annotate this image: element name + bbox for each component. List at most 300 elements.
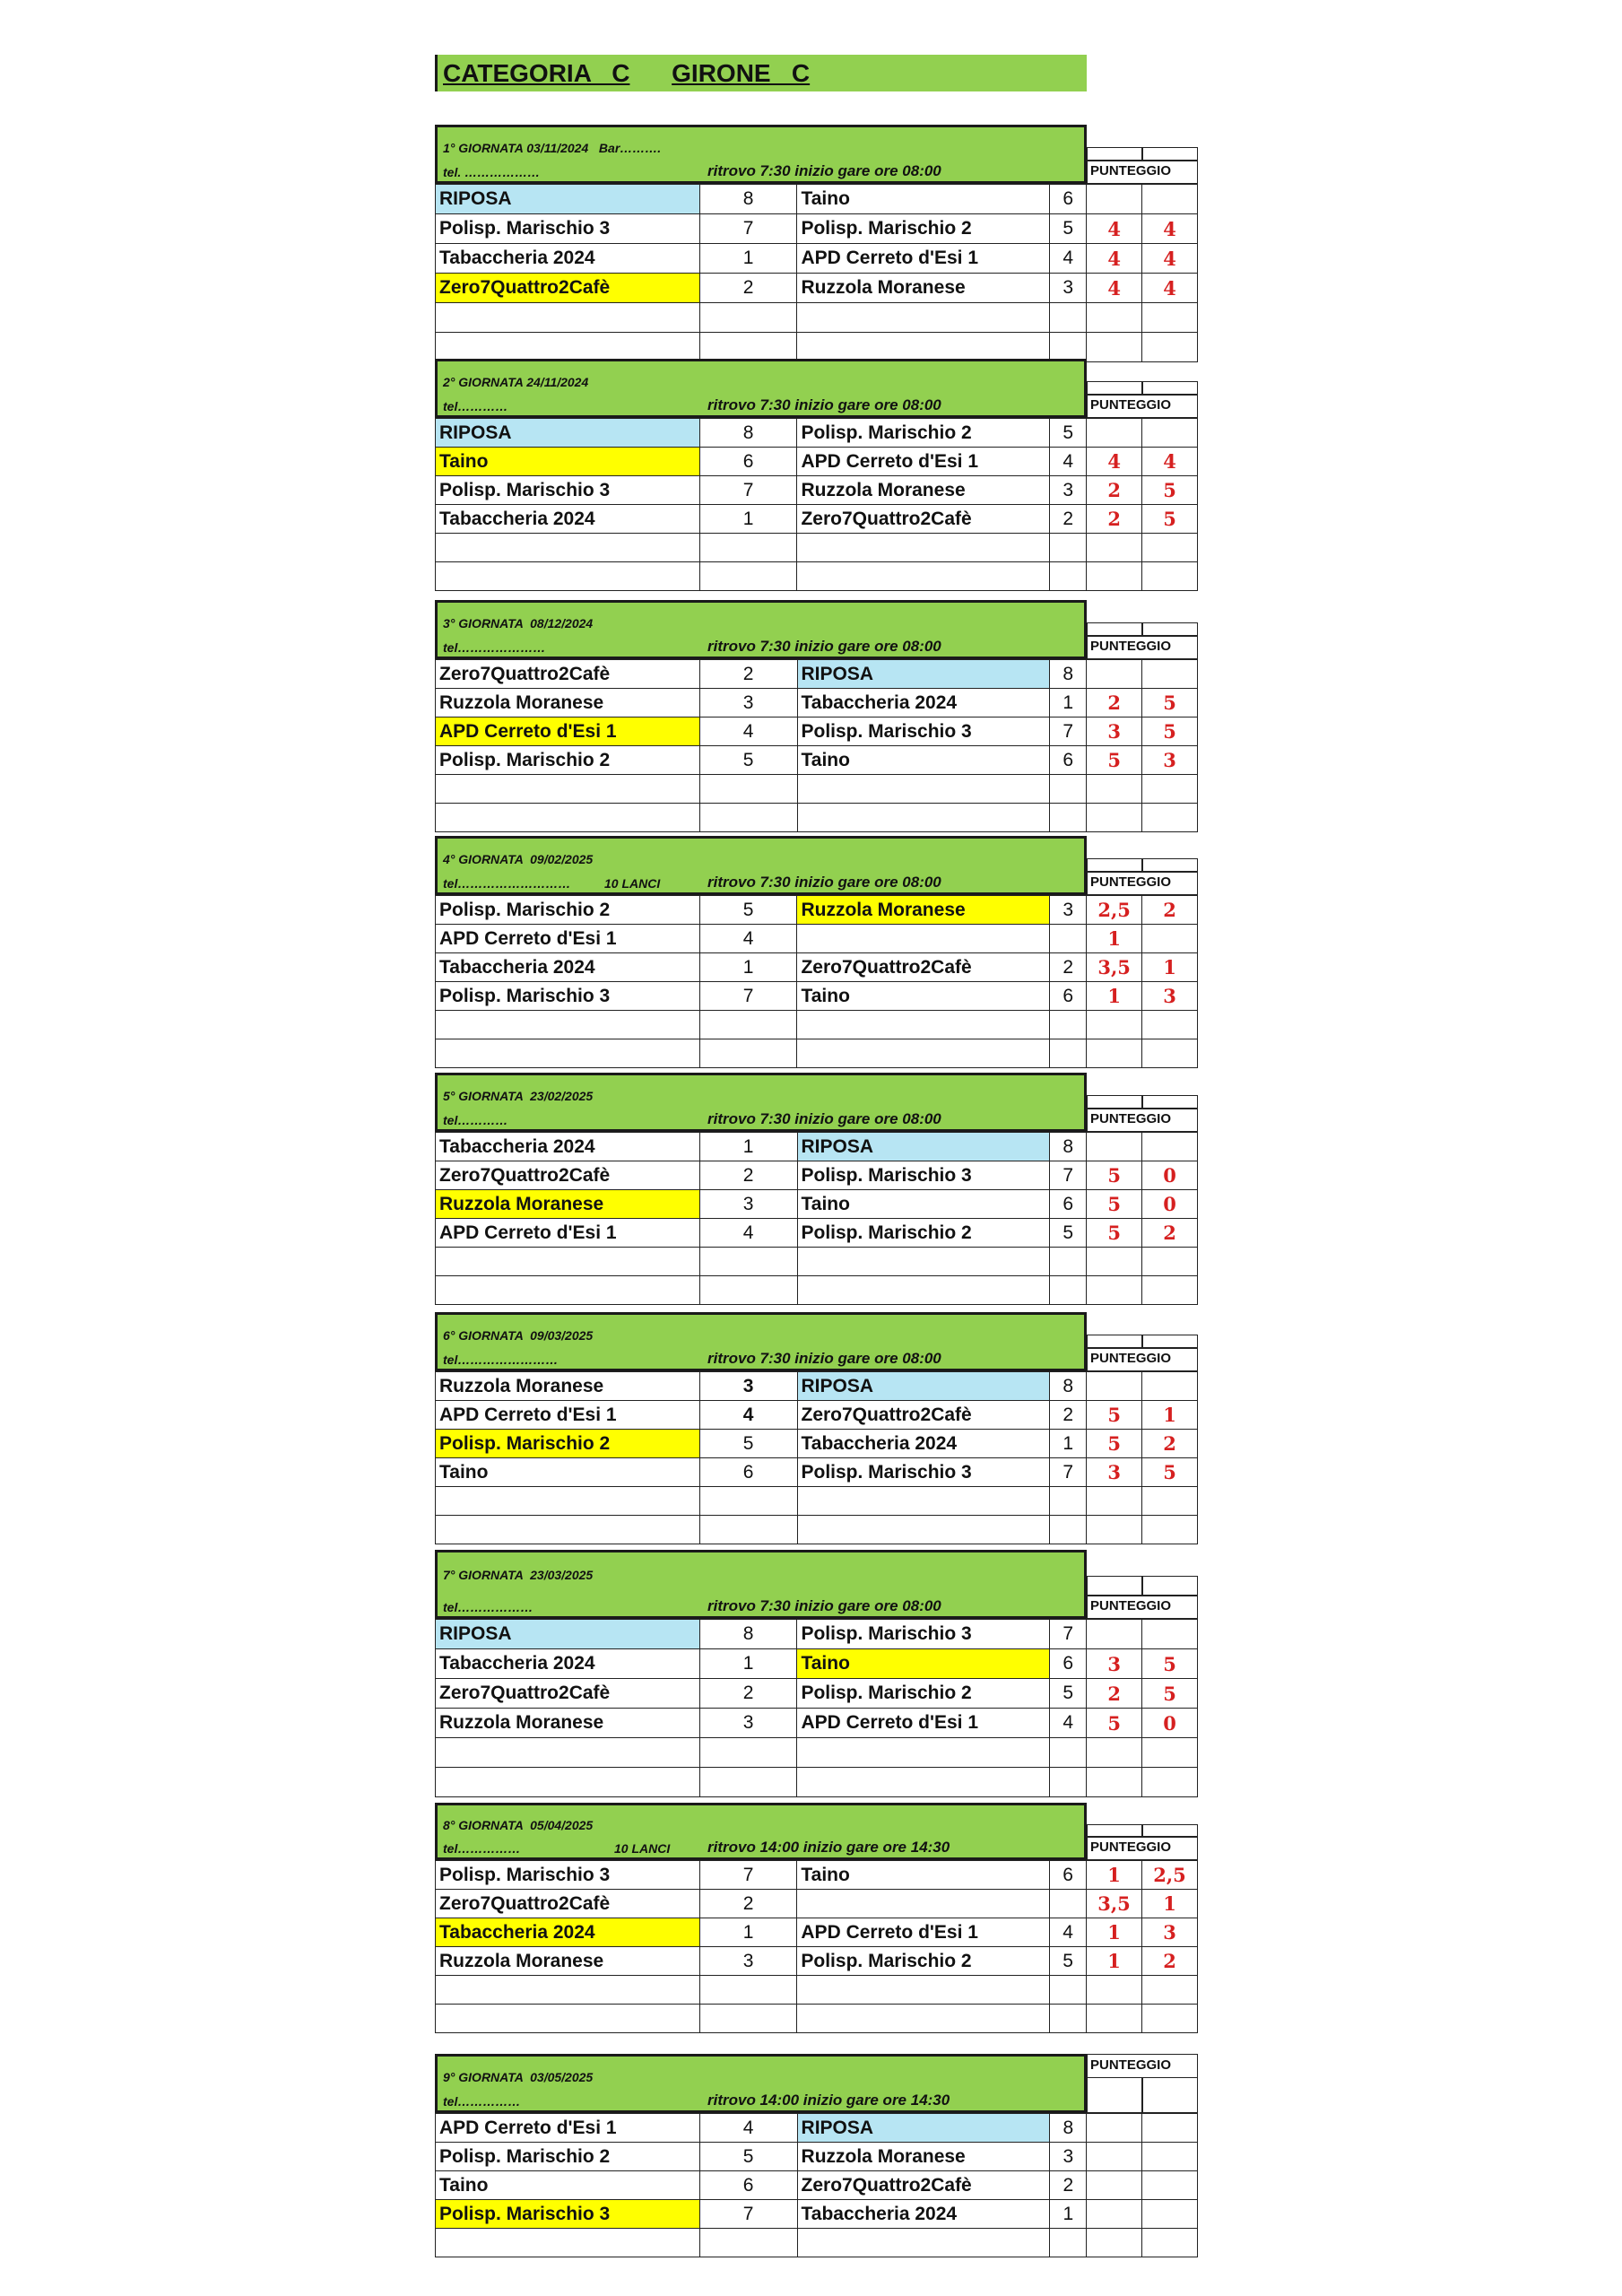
team-away-cell — [797, 1890, 1050, 1918]
round-4 — [435, 836, 1198, 1007]
score-away — [1142, 2143, 1198, 2171]
team-away-cell: Taino — [797, 1190, 1050, 1219]
team-away-number: 5 — [1050, 1679, 1087, 1709]
punteggio-label: PUNTEGGIO — [1087, 1595, 1198, 1619]
team-home-number: 4 — [699, 1401, 797, 1430]
round-title: 1° GIORNATA 03/11/2024 Bar………. — [443, 141, 662, 155]
team-away-cell: Tabaccheria 2024 — [797, 689, 1050, 718]
team-home-number: 4 — [699, 718, 797, 746]
score-away: 3 — [1142, 982, 1198, 1011]
team-away-number — [1050, 1011, 1087, 1039]
score-away — [1142, 534, 1198, 562]
team-away-cell: Polisp. Marischio 2 — [797, 1679, 1050, 1709]
round-1 — [435, 125, 1198, 300]
team-away-number: 2 — [1050, 1401, 1087, 1430]
team-away-number: 3 — [1050, 896, 1087, 925]
table-row — [436, 2143, 1198, 2171]
team-home-cell: Zero7Quattro2Cafè — [436, 1679, 700, 1709]
team-away-cell: APD Cerreto d'Esi 1 — [797, 448, 1050, 476]
round-tel: tel. ……………… — [443, 165, 541, 179]
team-away-cell — [797, 562, 1050, 591]
team-away-cell — [797, 775, 1050, 804]
team-home-cell — [436, 1487, 700, 1516]
round-header — [435, 1312, 1087, 1371]
team-home-number: 2 — [699, 1679, 797, 1709]
round-8 — [435, 1803, 1198, 1972]
team-home-cell: RIPOSA — [436, 185, 700, 214]
team-home-cell: Tabaccheria 2024 — [436, 505, 700, 534]
team-away-number: 6 — [1050, 746, 1087, 775]
team-home-cell: APD Cerreto d'Esi 1 — [436, 1401, 700, 1430]
team-away-number — [1050, 1516, 1087, 1544]
team-home-number: 2 — [699, 1890, 797, 1918]
matches-table — [435, 659, 1198, 832]
round-tel: tel………… — [443, 1113, 508, 1127]
score-away — [1142, 1248, 1198, 1276]
round-title: 2° GIORNATA 24/11/2024 — [443, 375, 589, 389]
table-row — [436, 804, 1198, 832]
team-away-number — [1050, 925, 1087, 953]
table-row — [436, 1890, 1198, 1918]
score-away: 4 — [1142, 448, 1198, 476]
round-ritrovo: ritrovo 7:30 inizio gare ore 08:00 — [707, 162, 941, 179]
score-home: 3 — [1087, 718, 1142, 746]
score-away — [1142, 1133, 1198, 1161]
team-away-cell — [797, 1738, 1050, 1768]
team-away-number: 8 — [1050, 660, 1087, 689]
categoria-label: CATEGORIA C — [443, 59, 630, 87]
score-home — [1087, 303, 1142, 333]
round-5 — [435, 1073, 1198, 1244]
team-home-number: 1 — [699, 1649, 797, 1679]
team-away-number — [1050, 1768, 1087, 1797]
team-home-number: 8 — [699, 1620, 797, 1649]
team-home-number — [699, 804, 797, 832]
team-home-number — [699, 1011, 797, 1039]
round-lanci: 10 LANCI — [614, 1841, 671, 1856]
team-away-cell: Zero7Quattro2Cafè — [797, 1401, 1050, 1430]
team-away-number — [1050, 1890, 1087, 1918]
score-away: 5 — [1142, 1458, 1198, 1487]
team-away-number: 4 — [1050, 244, 1087, 274]
team-home-number: 4 — [699, 925, 797, 953]
team-home-cell — [436, 303, 700, 333]
score-home — [1087, 2005, 1142, 2033]
round-lanci: 10 LANCI — [604, 876, 661, 891]
score-home: 1 — [1087, 925, 1142, 953]
team-home-number: 5 — [699, 896, 797, 925]
team-home-number: 7 — [699, 982, 797, 1011]
team-away-number: 7 — [1050, 1458, 1087, 1487]
team-away-cell: Ruzzola Moranese — [797, 476, 1050, 505]
team-away-number: 6 — [1050, 185, 1087, 214]
score-home: 2 — [1087, 689, 1142, 718]
round-3 — [435, 600, 1198, 771]
girone-label: GIRONE C — [672, 59, 811, 87]
team-home-cell: RIPOSA — [436, 1620, 700, 1649]
team-home-number: 1 — [699, 244, 797, 274]
team-home-cell — [436, 333, 700, 362]
team-home-cell: Taino — [436, 448, 700, 476]
team-away-number: 1 — [1050, 689, 1087, 718]
team-home-number: 2 — [699, 1161, 797, 1190]
score-home: 2 — [1087, 1679, 1142, 1709]
team-away-cell: Tabaccheria 2024 — [797, 2200, 1050, 2229]
score-home: 4 — [1087, 214, 1142, 244]
team-home-cell: Tabaccheria 2024 — [436, 1649, 700, 1679]
score-home: 2,5 — [1087, 896, 1142, 925]
team-away-cell — [797, 1487, 1050, 1516]
team-away-number — [1050, 1487, 1087, 1516]
team-away-cell: RIPOSA — [797, 1133, 1050, 1161]
round-ritrovo: ritrovo 14:00 inizio gare ore 14:30 — [707, 2092, 950, 2109]
score-away: 2,5 — [1142, 1861, 1198, 1890]
team-home-cell: Polisp. Marischio 2 — [436, 2143, 700, 2171]
team-away-cell: Polisp. Marischio 3 — [797, 1458, 1050, 1487]
score-away: 1 — [1142, 1401, 1198, 1430]
team-away-number — [1050, 1039, 1087, 1068]
score-away: 0 — [1142, 1190, 1198, 1219]
score-away: 5 — [1142, 1679, 1198, 1709]
table-row — [436, 333, 1198, 362]
team-away-number: 8 — [1050, 1372, 1087, 1401]
team-away-cell — [797, 1768, 1050, 1797]
score-home — [1087, 1276, 1142, 1305]
matches-table — [435, 418, 1198, 591]
table-row — [436, 214, 1198, 244]
score-home: 2 — [1087, 505, 1142, 534]
table-row — [436, 244, 1198, 274]
team-away-number: 6 — [1050, 1649, 1087, 1679]
team-away-number: 3 — [1050, 476, 1087, 505]
table-row — [436, 562, 1198, 591]
team-home-number — [699, 2005, 797, 2033]
score-home — [1087, 775, 1142, 804]
team-home-cell — [436, 1011, 700, 1039]
team-away-number: 1 — [1050, 1430, 1087, 1458]
round-tel: tel……………………… — [443, 876, 575, 891]
matches-table — [435, 2113, 1198, 2257]
team-home-cell: Zero7Quattro2Cafè — [436, 1890, 700, 1918]
matches-table — [435, 1132, 1198, 1305]
score-home — [1087, 2229, 1142, 2257]
team-home-number: 8 — [699, 419, 797, 448]
team-home-number: 1 — [699, 953, 797, 982]
round-ritrovo: ritrovo 7:30 inizio gare ore 08:00 — [707, 396, 941, 413]
score-home — [1087, 562, 1142, 591]
table-row — [436, 1487, 1198, 1516]
score-away: 4 — [1142, 214, 1198, 244]
team-home-cell — [436, 2005, 700, 2033]
team-home-number: 2 — [699, 274, 797, 303]
team-home-cell: APD Cerreto d'Esi 1 — [436, 925, 700, 953]
score-away — [1142, 1620, 1198, 1649]
team-home-cell: Polisp. Marischio 3 — [436, 1861, 700, 1890]
score-home: 3,5 — [1087, 1890, 1142, 1918]
team-home-cell: Polisp. Marischio 3 — [436, 214, 700, 244]
team-home-cell — [436, 1276, 700, 1305]
score-home: 1 — [1087, 1861, 1142, 1890]
table-row — [436, 476, 1198, 505]
team-home-cell — [436, 1738, 700, 1768]
team-home-cell: APD Cerreto d'Esi 1 — [436, 718, 700, 746]
team-away-cell: Taino — [797, 1649, 1050, 1679]
team-away-number: 2 — [1050, 505, 1087, 534]
score-home — [1087, 1768, 1142, 1797]
table-row — [436, 274, 1198, 303]
team-away-cell: Polisp. Marischio 3 — [797, 1620, 1050, 1649]
score-home: 5 — [1087, 1709, 1142, 1738]
score-away — [1142, 2005, 1198, 2033]
score-home: 5 — [1087, 1190, 1142, 1219]
team-away-cell: APD Cerreto d'Esi 1 — [797, 1709, 1050, 1738]
team-away-number: 3 — [1050, 2143, 1087, 2171]
score-away — [1142, 333, 1198, 362]
team-away-number: 3 — [1050, 274, 1087, 303]
round-tel: tel………… — [443, 399, 508, 413]
round-title: 3° GIORNATA 08/12/2024 — [443, 616, 594, 631]
round-7 — [435, 1550, 1198, 1735]
team-away-number — [1050, 1276, 1087, 1305]
score-away — [1142, 562, 1198, 591]
team-away-cell — [797, 1976, 1050, 2005]
team-away-cell: Tabaccheria 2024 — [797, 1430, 1050, 1458]
score-home — [1087, 2200, 1142, 2229]
score-home: 4 — [1087, 274, 1142, 303]
team-home-cell — [436, 534, 700, 562]
score-home — [1087, 185, 1142, 214]
score-away: 5 — [1142, 718, 1198, 746]
round-tel: tel…………… — [443, 1841, 521, 1856]
team-home-number: 4 — [699, 2114, 797, 2143]
score-home — [1087, 534, 1142, 562]
score-home — [1087, 1738, 1142, 1768]
score-away — [1142, 1738, 1198, 1768]
team-away-number: 5 — [1050, 214, 1087, 244]
table-row — [436, 982, 1198, 1011]
score-home: 3 — [1087, 1649, 1142, 1679]
score-home — [1087, 1372, 1142, 1401]
team-home-number: 6 — [699, 1458, 797, 1487]
team-home-number — [699, 562, 797, 591]
score-away — [1142, 1976, 1198, 2005]
punteggio-empty-cell — [1087, 2077, 1142, 2113]
team-away-cell: Ruzzola Moranese — [797, 896, 1050, 925]
team-home-cell: Zero7Quattro2Cafè — [436, 274, 700, 303]
team-away-cell — [797, 1011, 1050, 1039]
table-row — [436, 1039, 1198, 1068]
team-away-cell: APD Cerreto d'Esi 1 — [797, 1918, 1050, 1947]
table-row — [436, 1401, 1198, 1430]
punteggio-empty-cell — [1142, 1576, 1198, 1596]
table-row — [436, 419, 1198, 448]
team-away-number — [1050, 775, 1087, 804]
team-home-number — [699, 1248, 797, 1276]
round-title: 4° GIORNATA 09/02/2025 — [443, 852, 594, 866]
team-home-cell — [436, 1039, 700, 1068]
team-away-cell — [797, 2005, 1050, 2033]
score-home — [1087, 1039, 1142, 1068]
team-home-cell: Ruzzola Moranese — [436, 689, 700, 718]
team-away-cell: RIPOSA — [797, 1372, 1050, 1401]
table-row — [436, 1976, 1198, 2005]
team-away-cell: Ruzzola Moranese — [797, 2143, 1050, 2171]
score-away — [1142, 185, 1198, 214]
round-9 — [435, 2054, 1198, 2224]
punteggio-label: PUNTEGGIO — [1087, 2054, 1198, 2078]
table-row — [436, 660, 1198, 689]
team-home-number: 1 — [699, 1918, 797, 1947]
score-away — [1142, 1487, 1198, 1516]
team-home-number: 8 — [699, 185, 797, 214]
team-away-number: 4 — [1050, 1709, 1087, 1738]
table-row — [436, 1458, 1198, 1487]
table-row — [436, 1679, 1198, 1709]
team-away-cell — [797, 1039, 1050, 1068]
table-row — [436, 1161, 1198, 1190]
team-home-cell — [436, 562, 700, 591]
team-away-number — [1050, 1976, 1087, 2005]
score-home: 5 — [1087, 1161, 1142, 1190]
score-away — [1142, 1372, 1198, 1401]
score-away: 2 — [1142, 1947, 1198, 1976]
punteggio-empty-cell — [1087, 1576, 1142, 1596]
team-home-number — [699, 1768, 797, 1797]
team-away-number — [1050, 534, 1087, 562]
table-row — [436, 1738, 1198, 1768]
team-away-number: 8 — [1050, 2114, 1087, 2143]
score-home — [1087, 1248, 1142, 1276]
team-away-cell: Polisp. Marischio 3 — [797, 1161, 1050, 1190]
team-home-number — [699, 333, 797, 362]
team-away-cell: RIPOSA — [797, 660, 1050, 689]
table-row — [436, 1430, 1198, 1458]
score-away — [1142, 2171, 1198, 2200]
team-home-number: 1 — [699, 505, 797, 534]
score-home: 4 — [1087, 448, 1142, 476]
team-away-number: 2 — [1050, 2171, 1087, 2200]
team-home-number: 5 — [699, 2143, 797, 2171]
score-home: 3,5 — [1087, 953, 1142, 982]
team-home-number: 5 — [699, 1430, 797, 1458]
team-away-number — [1050, 333, 1087, 362]
matches-table — [435, 1860, 1198, 2033]
team-away-number: 6 — [1050, 1861, 1087, 1890]
punteggio-label: PUNTEGGIO — [1087, 160, 1198, 184]
team-home-number: 5 — [699, 746, 797, 775]
score-home — [1087, 2143, 1142, 2171]
matches-table — [435, 895, 1198, 1068]
score-away — [1142, 660, 1198, 689]
round-header — [435, 1803, 1087, 1860]
score-home: 5 — [1087, 1430, 1142, 1458]
score-home — [1087, 2171, 1142, 2200]
team-home-number — [699, 1276, 797, 1305]
round-title: 5° GIORNATA 23/02/2025 — [443, 1089, 594, 1103]
score-home: 4 — [1087, 244, 1142, 274]
team-home-cell: Tabaccheria 2024 — [436, 244, 700, 274]
team-home-cell: Tabaccheria 2024 — [436, 1918, 700, 1947]
team-home-cell: Zero7Quattro2Cafè — [436, 1161, 700, 1190]
table-row — [436, 1190, 1198, 1219]
team-home-cell — [436, 1976, 700, 2005]
matches-table — [435, 1371, 1198, 1544]
score-away — [1142, 1276, 1198, 1305]
team-home-cell — [436, 775, 700, 804]
round-ritrovo: ritrovo 7:30 inizio gare ore 08:00 — [707, 874, 941, 891]
table-row — [436, 1918, 1198, 1947]
team-away-number: 5 — [1050, 1219, 1087, 1248]
team-home-number — [699, 534, 797, 562]
team-home-number — [699, 1039, 797, 1068]
table-row — [436, 303, 1198, 333]
table-row — [436, 1649, 1198, 1679]
team-away-number — [1050, 2005, 1087, 2033]
score-away: 2 — [1142, 896, 1198, 925]
team-away-number: 8 — [1050, 1133, 1087, 1161]
team-home-cell — [436, 804, 700, 832]
team-away-cell: Polisp. Marischio 2 — [797, 1947, 1050, 1976]
team-home-cell: Ruzzola Moranese — [436, 1709, 700, 1738]
score-away — [1142, 2200, 1198, 2229]
score-away — [1142, 925, 1198, 953]
round-title: 6° GIORNATA 09/03/2025 — [443, 1328, 594, 1343]
punteggio-label: PUNTEGGIO — [1087, 1836, 1198, 1860]
team-away-cell: Polisp. Marischio 2 — [797, 1219, 1050, 1248]
round-header — [435, 125, 1087, 184]
score-home — [1087, 1976, 1142, 2005]
round-ritrovo: ritrovo 7:30 inizio gare ore 08:00 — [707, 638, 941, 655]
team-home-number: 3 — [699, 1372, 797, 1401]
table-row — [436, 2171, 1198, 2200]
round-header — [435, 1073, 1087, 1132]
score-away: 5 — [1142, 505, 1198, 534]
team-home-cell: Polisp. Marischio 3 — [436, 2200, 700, 2229]
team-away-cell: Zero7Quattro2Cafè — [797, 2171, 1050, 2200]
score-away: 0 — [1142, 1161, 1198, 1190]
punteggio-label: PUNTEGGIO — [1087, 1108, 1198, 1132]
score-away: 3 — [1142, 1918, 1198, 1947]
table-row — [436, 775, 1198, 804]
score-away: 3 — [1142, 746, 1198, 775]
round-header — [435, 2054, 1087, 2113]
score-home: 2 — [1087, 476, 1142, 505]
team-home-cell: Tabaccheria 2024 — [436, 1133, 700, 1161]
round-title: 9° GIORNATA 03/05/2025 — [443, 2070, 594, 2084]
table-row — [436, 2005, 1198, 2033]
table-row — [436, 1768, 1198, 1797]
team-home-cell — [436, 1516, 700, 1544]
table-row — [436, 718, 1198, 746]
team-home-cell: Taino — [436, 1458, 700, 1487]
punteggio-label: PUNTEGGIO — [1087, 394, 1198, 418]
score-away: 0 — [1142, 1709, 1198, 1738]
score-home: 5 — [1087, 746, 1142, 775]
score-away: 2 — [1142, 1219, 1198, 1248]
team-home-number — [699, 303, 797, 333]
team-away-cell — [797, 333, 1050, 362]
table-row — [436, 534, 1198, 562]
team-home-cell: Polisp. Marischio 3 — [436, 476, 700, 505]
round-tel: tel……………… — [443, 1600, 533, 1614]
score-home: 1 — [1087, 982, 1142, 1011]
team-home-cell: APD Cerreto d'Esi 1 — [436, 1219, 700, 1248]
team-away-cell — [797, 2229, 1050, 2257]
team-away-number: 4 — [1050, 448, 1087, 476]
round-tel: tel…………… — [443, 2094, 521, 2109]
punteggio-empty-cell — [1142, 2077, 1198, 2113]
team-away-number: 2 — [1050, 953, 1087, 982]
